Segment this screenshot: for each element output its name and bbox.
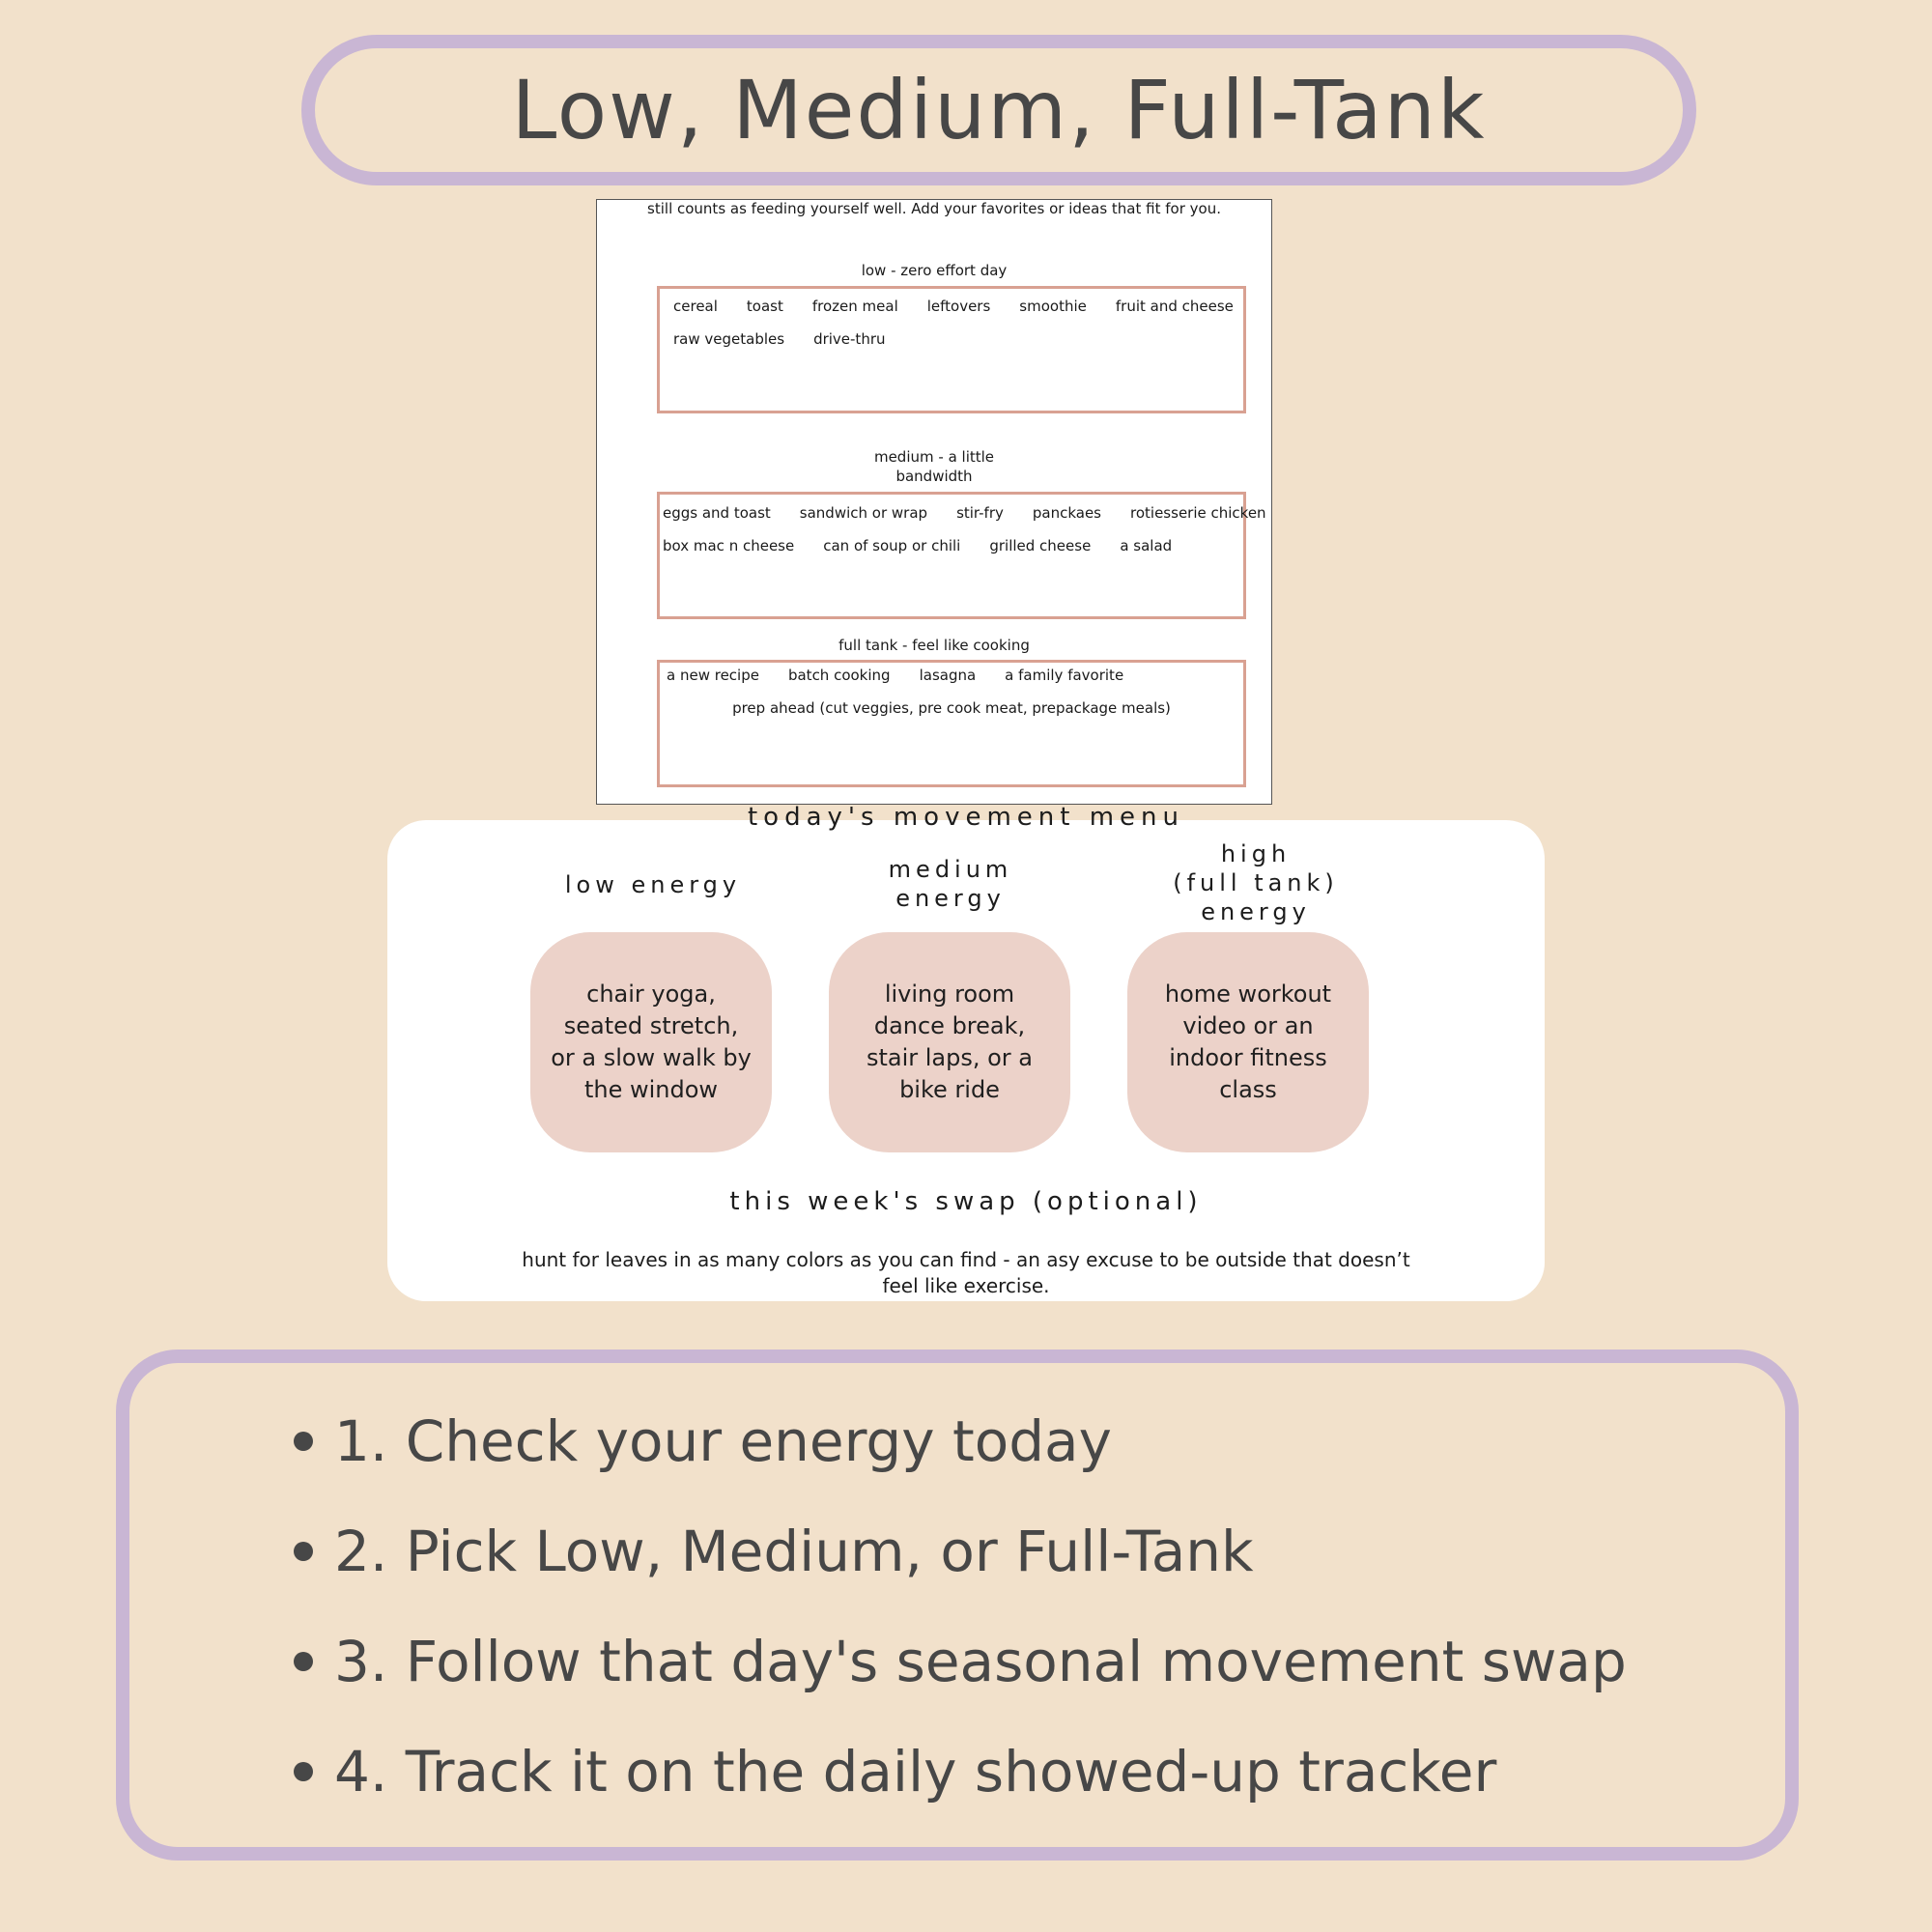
page-title: Low, Medium, Full-Tank	[511, 63, 1487, 157]
medium-food-label	[597, 447, 1271, 486]
movement-heading: today's movement menu	[747, 803, 1185, 832]
food-item: stir-fry	[956, 504, 1004, 522]
low-energy-label: low energy	[564, 871, 742, 898]
medium-energy-option	[829, 932, 1070, 1152]
low-food-label: low - zero effort day	[861, 262, 1008, 279]
medium-energy-option-text: living room dance break, stair laps, or a bike ride	[866, 980, 1034, 1103]
food-item: cereal	[673, 298, 718, 315]
bullet-icon	[294, 1762, 313, 1781]
low-food-row-2	[673, 330, 886, 348]
step-item	[294, 1496, 1627, 1606]
food-item: batch cooking	[787, 667, 891, 684]
bullet-icon	[294, 1652, 313, 1671]
food-intro-text: still counts as feeding yourself well. Add your favorites or ideas that fit for you.	[647, 200, 1221, 217]
low-food-box	[657, 286, 1246, 413]
food-item: smoothie	[1019, 298, 1087, 315]
food-item: a salad	[1120, 537, 1173, 554]
food-item: a family favorite	[1005, 667, 1124, 684]
high-energy-label-line3: energy	[1201, 898, 1311, 925]
full-food-box	[657, 660, 1246, 787]
medium-energy-label-line1: medium	[888, 856, 1013, 883]
high-energy-label-line1: high	[1220, 840, 1292, 867]
food-item: a new recipe	[667, 667, 759, 684]
high-energy-label	[1125, 839, 1386, 926]
food-item: raw vegetables	[673, 330, 785, 348]
food-item: prep ahead (cut veggies, pre cook meat, prepackage meals)	[732, 699, 1171, 717]
low-food-row-1	[673, 298, 1234, 315]
step-text: 1. Check your energy today	[334, 1408, 1112, 1474]
food-item: rotiesserie chicken	[1130, 504, 1266, 522]
steps-list	[294, 1386, 1627, 1827]
high-energy-option-text: home workout video or an indoor fitness class	[1164, 980, 1332, 1103]
food-item: can of soup or chili	[823, 537, 961, 554]
movement-menu-card	[387, 803, 1545, 1301]
swap-heading: this week's swap (optional)	[729, 1187, 1203, 1216]
title-banner	[301, 35, 1696, 185]
medium-energy-label	[830, 855, 1071, 913]
swap-text: hunt for leaves in as many colors as you can find - an asy excuse to be outside that doesn’t feel like exercise.	[522, 1248, 1410, 1297]
food-worksheet	[596, 199, 1272, 805]
medium-food-row-1	[663, 504, 1266, 522]
low-energy-option-text: chair yoga, seated stretch, or a slow walk by the window	[551, 980, 752, 1103]
step-text: 4. Track it on the daily showed-up tracker	[334, 1739, 1497, 1804]
food-item: grilled cheese	[989, 537, 1092, 554]
high-energy-option	[1127, 932, 1369, 1152]
food-item: lasagna	[919, 667, 977, 684]
high-energy-label-line2: (full tank)	[1173, 869, 1339, 896]
full-food-row-1	[667, 667, 1123, 684]
medium-food-label-line2: bandwidth	[895, 468, 973, 485]
food-item: sandwich or wrap	[799, 504, 928, 522]
step-item	[294, 1606, 1627, 1717]
medium-food-row-2	[663, 537, 1172, 554]
low-energy-option	[530, 932, 772, 1152]
step-item	[294, 1717, 1627, 1827]
medium-food-label-line1: medium - a little	[873, 448, 995, 466]
food-item: fruit and cheese	[1115, 298, 1234, 315]
food-item: drive-thru	[813, 330, 886, 348]
step-item	[294, 1386, 1627, 1496]
bullet-icon	[294, 1542, 313, 1561]
food-item: toast	[746, 298, 783, 315]
bullet-icon	[294, 1432, 313, 1451]
full-food-row-2	[660, 699, 1243, 717]
step-text: 3. Follow that day's seasonal movement swap	[334, 1629, 1627, 1694]
food-item: leftovers	[926, 298, 991, 315]
medium-food-box	[657, 492, 1266, 619]
food-item: eggs and toast	[663, 504, 771, 522]
food-item: frozen meal	[811, 298, 898, 315]
step-text: 2. Pick Low, Medium, or Full-Tank	[334, 1519, 1254, 1584]
food-item: box mac n cheese	[663, 537, 795, 554]
medium-energy-label-line2: energy	[895, 885, 1006, 912]
full-food-label: full tank - feel like cooking	[838, 637, 1030, 654]
steps-box	[116, 1350, 1799, 1861]
food-item: panckaes	[1032, 504, 1102, 522]
